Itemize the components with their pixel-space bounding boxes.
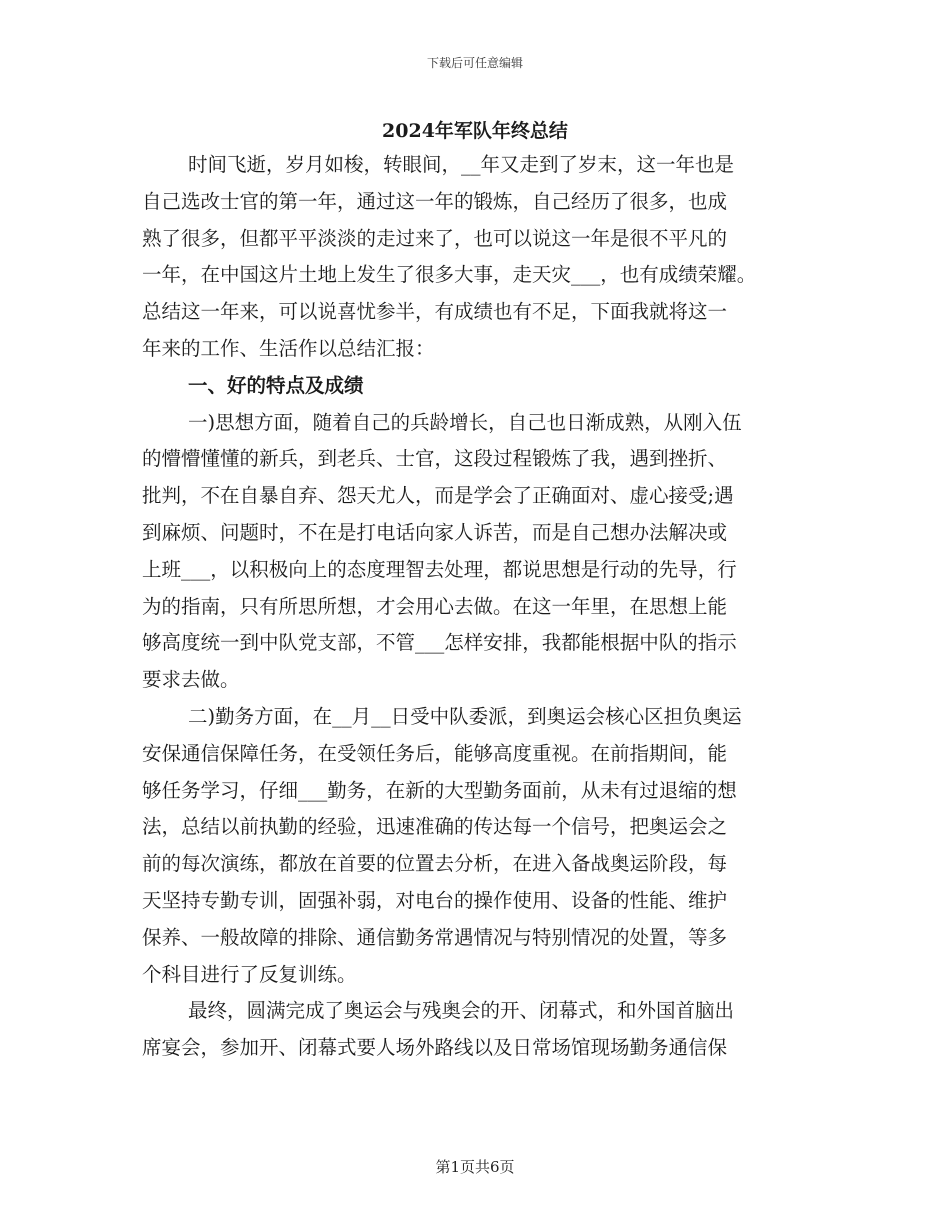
text-line: 上班___，以积极向上的态度理智去处理，都说思想是行动的先导，行 [142,557,737,581]
document-title: 2024年军队年终总结 [382,120,568,142]
text-line: 够高度统一到中队党支部，不管___怎样安排，我都能根据中队的指示 [142,631,737,655]
text-line: 够任务学习，仔细___勤务，在新的大型勤务面前，从未有过退缩的想 [142,778,737,802]
text-line: 的懵懵懂懂的新兵，到老兵、士官，这段过程锻炼了我，遇到挫折、 [142,447,728,471]
document-body [142,147,822,1067]
text-line: 到麻烦、问题时，不在是打电话向家人诉苦，而是自己想办法解决或 [142,520,728,544]
text-line: 年来的工作、生活作以总结汇报： [142,336,435,360]
page-footer: 第1页共6页 [435,1158,515,1176]
section-heading: 一、好的特点及成绩 [188,373,364,397]
text-line: 为的指南，只有所思所想，才会用心去做。在这一年里，在思想上能 [142,594,728,618]
text-line: 熟了很多，但都平平淡淡的走过来了，也可以说这一年是很不平凡的 [142,226,728,250]
text-line: 时间飞逝，岁月如梭，转眼间，__年又走到了岁末，这一年也是 [188,153,735,176]
header-note: 下载后可任意编辑 [426,56,523,70]
text-line: 法，总结以前执勤的经验，迅速准确的传达每一个信号，把奥运会之 [142,815,728,839]
text-line: 一年，在中国这片土地上发生了很多大事，走天灾___，也有成绩荣耀。 [142,263,757,287]
text-line: 一)思想方面，随着自己的兵龄增长，自己也日渐成熟，从刚入伍 [188,410,742,434]
text-line: 保养、一般故障的排除、通信勤务常遇情况与特别情况的处置，等多 [142,925,728,949]
text-line: 最终，圆满完成了奥运会与残奥会的开、闭幕式，和外国首脑出 [188,999,735,1023]
text-line: 前的每次演练，都放在首要的位置去分析，在进入备战奥运阶段，每 [142,852,728,876]
text-line: 总结这一年来，可以说喜忧参半，有成绩也有不足，下面我就将这一 [142,300,728,324]
text-line: 二)勤务方面，在__月__日受中队委派，到奥运会核心区担负奥运 [188,704,742,728]
text-line: 要求去做。 [142,668,240,692]
text-line: 席宴会，参加开、闭幕式要人场外路线以及日常场馆现场勤务通信保 [142,1036,728,1060]
text-line: 个科目进行了反复训练。 [142,962,357,986]
text-line: 自己选改士官的第一年，通过这一年的锻炼，自己经历了很多，也成 [142,189,728,213]
text-line: 天坚持专勤专训，固强补弱，对电台的操作使用、设备的性能、维护 [142,888,728,912]
text-line: 批判，不在自暴自弃、怨天尤人，而是学会了正确面对、虚心接受;遇 [142,484,734,508]
text-line: 安保通信保障任务，在受领任务后，能够高度重视。在前指期间，能 [142,741,728,765]
